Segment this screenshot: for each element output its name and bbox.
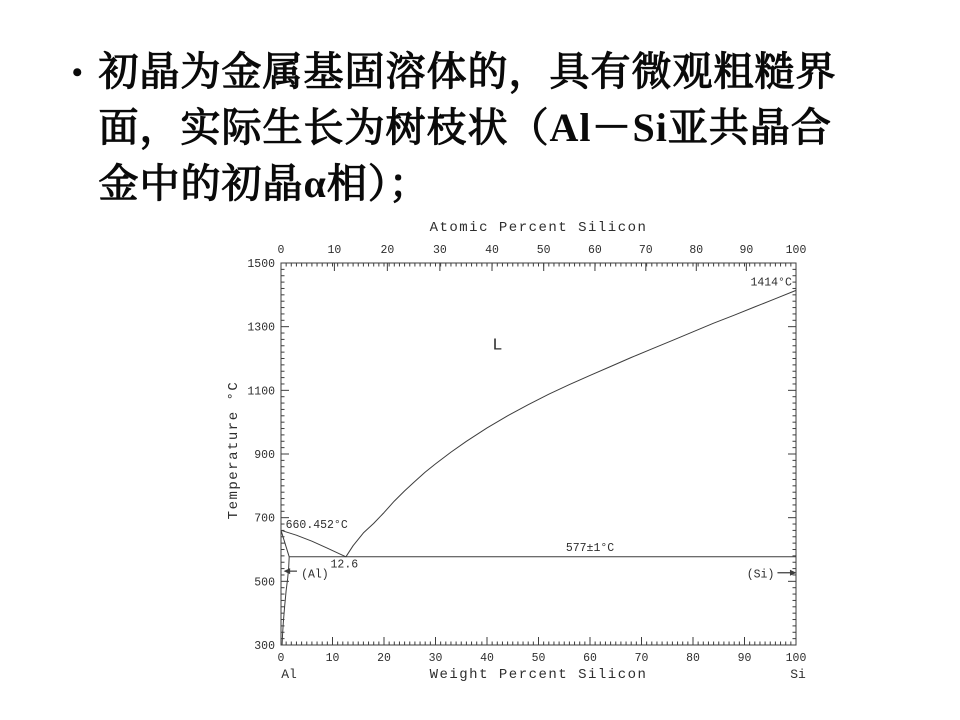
- svg-text:30: 30: [428, 652, 443, 665]
- annotation-al-melting-label: [286, 519, 348, 532]
- svg-text:30: 30: [432, 244, 447, 257]
- svg-text:100: 100: [785, 244, 807, 257]
- top-axis-title: Atomic Percent Silicon: [429, 220, 648, 236]
- annotation-eutectic-composition-label: [331, 558, 359, 571]
- svg-text:50: 50: [536, 244, 551, 257]
- svg-text:1300: 1300: [247, 321, 275, 335]
- svg-text:20: 20: [377, 652, 391, 665]
- y-axis-ticks: [281, 263, 796, 645]
- bullet-text-line-2: 面，实际生长为树枝状（Al－Si亚共晶合: [98, 105, 832, 150]
- series-liquidus-si: [346, 290, 796, 556]
- svg-text:700: 700: [254, 512, 275, 526]
- annotation-liquid-phase-label: [492, 337, 502, 356]
- bottom-axis-title: Weight Percent Silicon: [429, 667, 648, 683]
- svg-text:40: 40: [480, 652, 494, 665]
- bullet-marker: •: [72, 56, 83, 89]
- svg-text:80: 80: [686, 652, 700, 665]
- eutectic-composition-label-text: 12.6: [330, 558, 359, 572]
- element-label-al: Al: [281, 667, 297, 682]
- svg-text:1500: 1500: [247, 258, 275, 271]
- svg-text:900: 900: [254, 449, 275, 462]
- bottom-axis-ticks: [281, 637, 796, 645]
- left-axis-title: Temperature °C: [226, 380, 242, 520]
- svg-text:1100: 1100: [247, 385, 275, 399]
- svg-text:10: 10: [325, 652, 340, 665]
- annotation-si-melting-label: [750, 276, 792, 289]
- top-axis-ticks: [281, 263, 796, 271]
- element-label-si: Si: [790, 667, 806, 682]
- svg-text:40: 40: [485, 244, 499, 257]
- y-axis-tick-labels: [247, 258, 275, 653]
- svg-text:80: 80: [689, 244, 704, 257]
- annotation-eutectic-temp-label: [566, 542, 614, 555]
- bullet-text-line-3: 金中的初晶α相）；: [98, 161, 430, 206]
- plot-frame: [281, 263, 796, 645]
- top-axis-tick-labels: [278, 244, 807, 257]
- si-phase-label-text: (Si): [746, 568, 775, 582]
- svg-text:300: 300: [254, 640, 275, 653]
- eutectic-temp-label-text: 577±1°C: [565, 541, 615, 555]
- bullet-text-line-1: 初晶为金属基固溶体的，具有微观粗糙界: [98, 49, 837, 94]
- svg-text:0: 0: [277, 652, 285, 665]
- svg-text:90: 90: [739, 244, 754, 257]
- si-melting-label-text: 1414°C: [750, 276, 792, 290]
- svg-text:0: 0: [277, 244, 285, 257]
- svg-text:60: 60: [583, 652, 597, 665]
- series-liquidus-al: [281, 530, 346, 557]
- svg-text:500: 500: [254, 576, 275, 590]
- svg-text:70: 70: [638, 244, 653, 257]
- al-melting-label-text: 660.452°C: [285, 519, 348, 533]
- al-phase-label-text: (Al): [301, 568, 329, 582]
- svg-text:10: 10: [327, 244, 342, 257]
- svg-text:90: 90: [737, 652, 752, 665]
- annotation-al-phase-label: [284, 568, 329, 581]
- liquid-phase-label-text: L: [492, 336, 503, 356]
- svg-text:20: 20: [380, 244, 395, 257]
- svg-text:100: 100: [785, 652, 807, 665]
- annotation-si-phase-label: [747, 569, 797, 582]
- bottom-axis-tick-labels: [278, 652, 807, 665]
- al-phase-label-arrow-head-icon: [284, 568, 291, 574]
- svg-text:50: 50: [531, 652, 546, 665]
- svg-text:60: 60: [588, 244, 602, 257]
- svg-text:70: 70: [634, 652, 649, 665]
